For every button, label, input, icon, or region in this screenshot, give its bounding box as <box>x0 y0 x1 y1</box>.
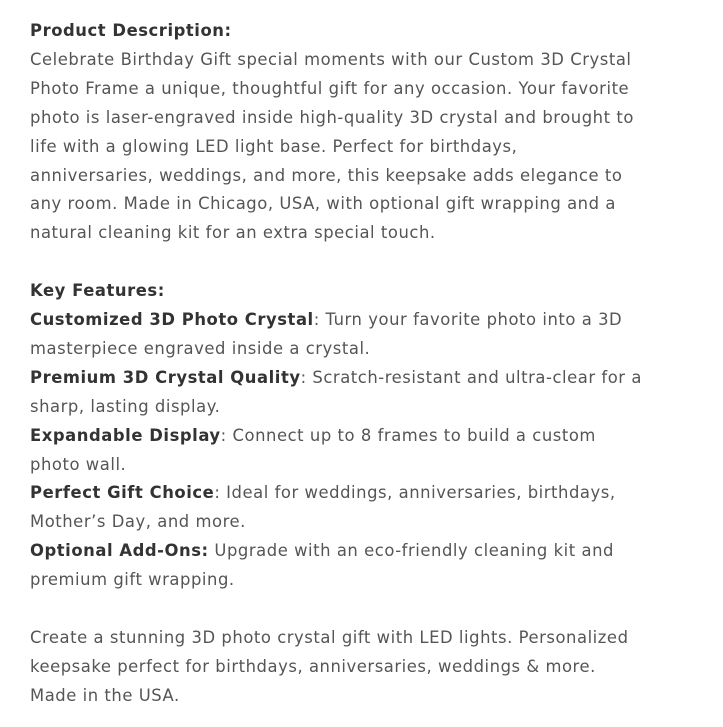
feature-title: Perfect Gift Choice <box>30 483 215 503</box>
description-heading: Product Description: <box>30 21 232 40</box>
description-body: Celebrate Birthday Gift special moments with our Custom 3D Crystal Photo Frame a unique, thoughtful gift for any occasion. Your favorite photo is laser-engraved inside high-quality 3D crystal and brought to life with a glowing LED light base. Perfect for birthdays, anniversaries, weddings, and more, this keepsake adds elegance to any room. Made in Chicago, USA, with optional gift wrapping and a natural cleaning kit for an extra special touch. <box>30 49 634 243</box>
feature-item-quality <box>30 364 645 422</box>
feature-item-expandable <box>30 422 645 480</box>
section-spacer <box>30 595 645 624</box>
feature-item-addons <box>30 537 645 595</box>
feature-text: : Ideal for weddings, anniversaries, birthdays, Mother’s Day, and more. <box>30 483 616 532</box>
feature-item-customized <box>30 306 645 364</box>
features-heading: Key Features: <box>30 281 165 301</box>
closing-text: Create a stunning 3D photo crystal gift with LED lights. Personalized keepsake perfect for birthdays, anniversaries, weddings & more. Made in the USA. <box>30 628 629 705</box>
feature-title: Optional Add-Ons: <box>30 541 209 561</box>
product-description-section <box>30 17 645 711</box>
feature-text: : Connect up to 8 frames to build a custom photo wall. <box>30 425 596 474</box>
feature-title: Customized 3D Photo Crystal <box>30 310 314 330</box>
feature-text: : Turn your favorite photo into a 3D masterpiece engraved inside a crystal. <box>30 310 623 358</box>
feature-text: Upgrade with an eco-friendly cleaning kit and premium gift wrapping. <box>30 541 614 590</box>
feature-title: Premium 3D Crystal Quality <box>30 367 301 387</box>
feature-text: : Scratch-resistant and ultra-clear for a sharp, lasting display. <box>30 367 642 416</box>
feature-item-gift <box>30 479 645 537</box>
section-spacer <box>30 248 645 277</box>
feature-title: Expandable Display <box>30 425 221 445</box>
